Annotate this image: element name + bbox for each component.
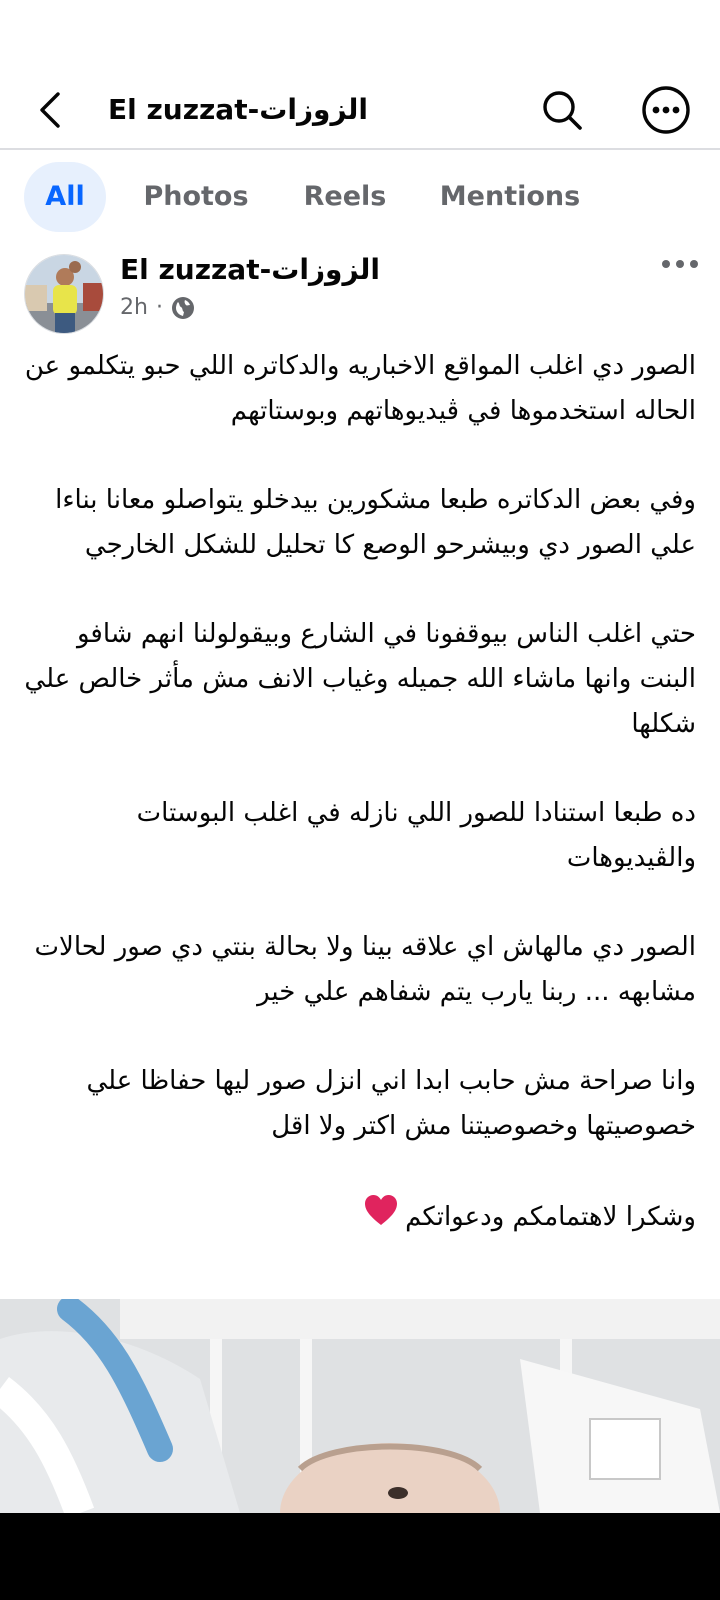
back-button[interactable] — [26, 84, 76, 136]
post-paragraph: وفي بعض الدكاتره طبعا مشكورين بيدخلو يتواصلو معانا بناءا علي الصور دي وبيشرحو الوصع كا تحليل للشكل الخارجي — [55, 485, 696, 560]
author-name[interactable]: El zuzzat-الزوزات — [120, 253, 380, 286]
page-title: El zuzzat-الزوزات — [108, 93, 368, 126]
more-dots-icon — [660, 258, 700, 270]
more-options-button[interactable] — [638, 82, 694, 138]
globe-icon — [171, 296, 195, 320]
post-paragraph: ده طبعا استنادا للصور اللي نازله في اغلب البوستات والڤيديوهات — [136, 798, 696, 873]
filter-tabs — [0, 150, 720, 242]
post-paragraph: الصور دي اغلب المواقع الاخباريه والدكاتره اللي حبو يتكلمو عن الحاله استخدموها في ڤيديوهاتهم وبوستاتهم — [24, 351, 696, 426]
avatar[interactable] — [24, 254, 104, 334]
top-bar — [0, 70, 720, 150]
post-time[interactable]: 2h — [120, 295, 148, 320]
system-navigation-bar — [0, 1513, 720, 1600]
tab-reels[interactable]: Reels — [303, 181, 387, 212]
tab-all[interactable]: All — [24, 162, 106, 232]
tab-photos[interactable]: Photos — [143, 181, 249, 212]
post-paragraph: وانا صراحة مش حابب ابدا اني انزل صور ليها حفاظا علي خصوصيتها وخصوصيتنا مش اكتر ولا اقل — [86, 1066, 696, 1141]
post-paragraph: الصور دي مالهاش اي علاقه بينا ولا بحالة بنتي دي صور لحالات مشابهه ... ربنا يارب يتم شفاهم علي خير — [34, 932, 696, 1007]
tab-mentions[interactable]: Mentions — [439, 181, 581, 212]
post-paragraph: حتي اغلب الناس بيوقفونا في الشارع وبيقولولنا انهم شافو البنت وانها ماشاء الله جميله وغياب الانف مش مأثر خالص علي شكلها — [24, 619, 696, 739]
search-icon — [540, 88, 584, 132]
post-paragraph-last — [24, 1193, 696, 1242]
more-horizontal-icon — [640, 84, 692, 136]
status-bar — [0, 0, 720, 70]
meta-separator: · — [155, 295, 163, 320]
post-text — [24, 344, 696, 1242]
post-more-button[interactable] — [650, 248, 710, 280]
back-arrow-icon — [36, 90, 66, 130]
post-photo[interactable] — [0, 1299, 720, 1513]
post-meta — [120, 290, 195, 326]
post-header — [0, 248, 720, 338]
search-button[interactable] — [536, 84, 588, 136]
post-paragraph-text: وشكرا لاهتمامكم ودعواتكم — [405, 1202, 696, 1232]
newborn-photo — [0, 1299, 720, 1513]
heart-icon — [363, 1193, 399, 1242]
avatar-photo — [25, 255, 104, 334]
